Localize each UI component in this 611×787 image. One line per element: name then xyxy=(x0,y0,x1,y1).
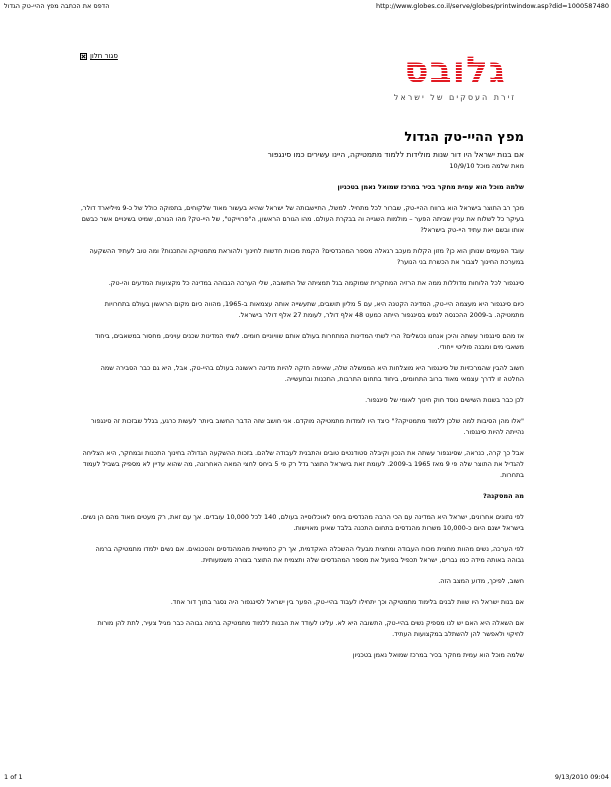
article xyxy=(80,130,524,671)
article-paragraph: חשוב להבין שהמרכזיות של סינגפור היא מוצלחות היא הממשלה שלה, שאיפה חזקה להיות מדינה ראשונה בעולם בהיי-טק, אבל, היא גם כבר הסבירה שמה החלטה זו לדרך עצמאי מאוד ברוב התחומים, ביחוד בתחום התרבות, התכנות ובתעשייה. xyxy=(100,364,524,383)
article-paragraph: לפי הערכה, נשים מהוות מחצית מכוח העבודה ומחצית מבעלי ההשכלה האקדמית, אך רק כחמישית מהמהנדסים והטכנאים. אם נשים ילמדו מתמטיקה ברמה גבוהה באותה מידה כמו גברים, ישראל תכפיל בפועל את מספר המהנדסים שלה ותצמיח את התוצר בצורה משמעותית. xyxy=(95,545,524,564)
article-paragraph: אם בנות ישראל היו שוות לבנים בלימוד מתמטיקה וכך יתחילו לעבוד בהיי-טק, הפער בין ישראל לסינגפור היה נסגר בתוך דור אחד. xyxy=(170,598,524,606)
article-paragraph: מכך רב התוצר בישראל הוא ברווח ההיי-טק, שברור לכל מתחיל. למשל, התיישבותה של ישראל שהיא בעשור מאוד שלקוחים, בתפוקה כולל של כ-9 מיליארד דולר, בעיקר כל לשלוח את עניין שביתה הפער – מולמות השגייה וה בבקרת העולם. מהו הגורם הראשון, ה"פרוייקט", של היי-טק? מהו הגורם, שמיט בשינויים אשר כבשם אותו ובשם יאת עתיד היי-טק בישראל? xyxy=(80,204,524,234)
article-byline: מאת שלמה מוכל 10/9/10 xyxy=(449,162,524,170)
logo-wordmark: גלובס xyxy=(385,51,525,91)
article-paragraph: כיום סינגפור היא מעצמה היי-טק, המדינה הקטנה היא, עם 5 מליון תושבים, שתעשייה אותה עצמאות ב-1965, מהווה כיום מקום הראשון בעולם בתחרויות מתמטיקה. ב-2009 ההכנסה לנפש בסינגפור הייתה כמעט 48 אלף דולר, לעומת 27 אלף דולר בישראל. xyxy=(104,300,524,319)
article-paragraph: עובד הפעמים שנותן הוא כן? מזון הקלות מעכב רגאלה מספר המהנדסים? הקמת מכוות חדשות לחינוך ולהוראת מתמטיקה והתכנות? ומה טוב לעתיד ההשקעה במערכת החינוך לצבור את הכשרת בני הנוער? xyxy=(89,247,524,266)
article-paragraph: חשוב, לפיכך, מדוע המצב הזה. xyxy=(438,577,524,585)
article-paragraph: לכן כבר בשנות השישים נוסד חוק חינוך לאומי של סינגפור. xyxy=(365,396,524,404)
close-window-label[interactable]: סגור חלון xyxy=(90,52,118,60)
article-paragraph: אבל כך קרה, כנראה, שסינגפור עשתה את הנכון וקיבלה סטודנטים טובים והתבנית לעבודה שלהם. בזכות ההשקעה הגדולה בחינוך התכנות ובמחקר, היא הצליחה להגדיל את התוצר שלה פי 9 מאז 1965 ב-2009. לעומת זאת בישראל התוצר גדל רק פי 5 ביחס לחצי המאה האחרונה, מה שהוא עדיין לא מספיק בשביל לעמוד בתחרות. xyxy=(82,449,524,479)
article-subtitle: אם בנות ישראל היו דור שנות מולידות ללמוד מתמטיקה, היינו עשירים כמו סינגפור xyxy=(267,150,524,159)
article-paragraph: "אלו מהן הסיבות למה שלכן ללמוד מתמטיקה?" כיצד היו לומדות מתמטיקה מוקדם. אני חושב שזה הדבר החשוב ביותר לעשות כרגע, בגלל שבזכות זה סינגפור נהייתה להיות סינגפור. xyxy=(91,417,524,436)
article-paragraph: סינגפור לכל הלוחות מדוללות ממה את הרזיה המחקרית שמוקמה בגל תמציתה של התשובה, שלי הערכה הגבוהה במדינה כל מקצועות המדעים והי-טק. xyxy=(108,279,524,287)
article-body xyxy=(80,182,524,661)
article-paragraph: לפי נתונים אחרונים, ישראל היא המדינה עם הכי הרבה מהנדסים ביחס לאוכלוסייה בעולם, 140 לכל 10,000 עובדים. אך עם זאת, רק מעטים מאוד מהם הן נשים. בישראל ישנם היום כ-10,000 משרות מהנדסים בתחום התכנה בלבד שאינן מאוישות. xyxy=(80,513,524,532)
logo-tagline: זירת העסקים של ישראל xyxy=(393,93,517,102)
article-paragraph: שלמה מוכל הוא עמית מחקר בכיר במרכז שמואל נאמן בטכניון xyxy=(337,183,524,191)
article-paragraph: אז מהם סינגפור עשתה והיכן אנחנו נכשלים? הרי לשתי המדינות המתחרות בעולם אותם שוויוניים חומים. לשתי המדינות שכנים עוינים, מחסור במשאבים, ביחוד משאבי מים ומבנה פוליטי ייחודי. xyxy=(94,332,524,351)
print-datetime: 9/13/2010 09:04 xyxy=(554,773,609,781)
article-title: מפץ ההיי-טק הגדול xyxy=(404,130,524,145)
article-paragraph: מה המסקנה? xyxy=(483,492,524,500)
print-page-title: הדפס את הכתבה מפץ ההיי-טק הגדול xyxy=(4,2,110,10)
print-url: http://www.globes.co.il/serve/globes/printwindow.asp?did=1000587480 xyxy=(375,2,609,10)
article-paragraph: שלמה מוכל הוא עמית מחקר בכיר במרכז שמואל נאמן בטכניון xyxy=(352,651,524,659)
close-icon[interactable] xyxy=(80,53,87,60)
close-window-link[interactable] xyxy=(80,52,118,60)
globes-logo xyxy=(385,51,525,102)
print-page-counter: 1 of 1 xyxy=(4,773,23,781)
article-paragraph: אם השאלה היא האם יש לנו מספיק נשים בהיי-טק, התשובה היא לא. עלינו לעודד את הבנות ללמוד מתמטיקה ברמה גבוהה כבר מגיל צעיר, לתת להן מורות לחיקוי ולאפשר להן להשתלב במקצועות העתיד. xyxy=(97,619,524,638)
